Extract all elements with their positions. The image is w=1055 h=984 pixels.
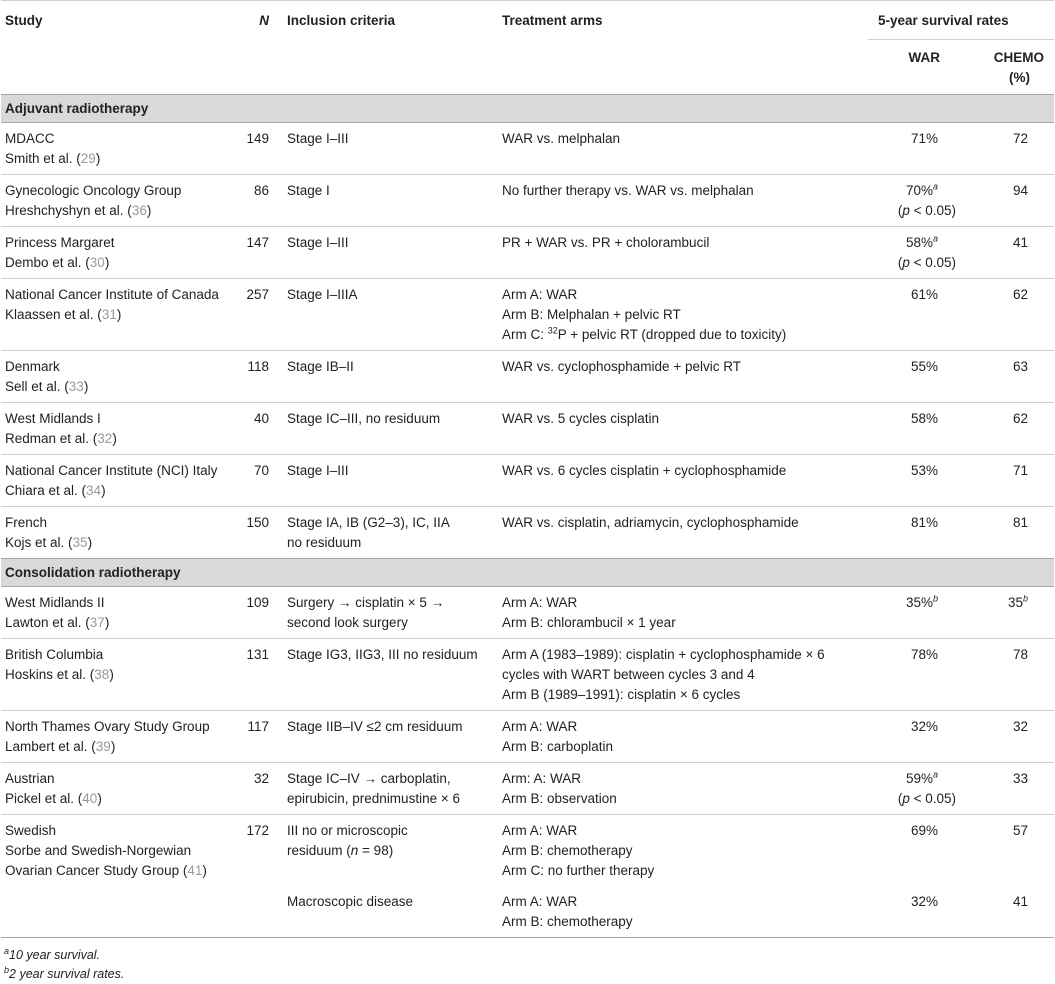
study-name: Denmark — [5, 359, 60, 374]
section-row — [1, 95, 1054, 123]
table-body — [1, 95, 1054, 938]
cell-study — [1, 279, 233, 351]
footnote-marker: a — [932, 233, 938, 244]
cell-chemo: 71 — [970, 455, 1054, 507]
war-value: 55% — [910, 359, 938, 374]
table-row — [1, 455, 1054, 507]
study-authors: Hreshchyshyn et al. (36) — [5, 203, 152, 218]
study-authors: Dembo et al. (30) — [5, 255, 110, 270]
cell-treatment — [498, 711, 868, 763]
stat-variable: n — [350, 843, 359, 858]
inclusion-line: Stage IB–II — [287, 359, 354, 374]
cell-study — [1, 123, 233, 175]
war-value: 70%$^a$ — [905, 181, 938, 198]
table-row — [1, 886, 1054, 938]
cell-n: 117 — [233, 711, 283, 763]
cell-treatment — [498, 175, 868, 227]
cell-treatment — [498, 587, 868, 639]
citation-ref: 39 — [95, 739, 111, 754]
study-authors: Lawton et al. (37) — [5, 615, 110, 630]
cell-study — [1, 351, 233, 403]
header-war: WAR — [908, 50, 940, 65]
treatment-line: Arm: A: WAR — [502, 771, 582, 786]
footnote: $^a$10 year survival. — [4, 945, 101, 962]
section-title: Consolidation radiotherapy — [1, 559, 1054, 587]
table-row — [1, 351, 1054, 403]
cell-chemo: 63 — [970, 351, 1054, 403]
treatment-line: Arm B (1989–1991): cisplatin × 6 cycles — [502, 687, 741, 702]
cell-inclusion — [283, 123, 498, 175]
table-row — [1, 227, 1054, 279]
inclusion-line: Stage IA, IB (G2–3), IC, IIA — [287, 515, 450, 530]
treatment-line: WAR vs. cyclophosphamide + pelvic RT — [502, 359, 741, 374]
cell-treatment — [498, 639, 868, 711]
cell-war — [868, 886, 970, 938]
cell-treatment — [498, 455, 868, 507]
study-authors: Smith et al. (29) — [5, 151, 101, 166]
citation-ref: 34 — [86, 483, 102, 498]
cell-inclusion — [283, 587, 498, 639]
cell-treatment — [498, 351, 868, 403]
cell-treatment — [498, 279, 868, 351]
cell-inclusion — [283, 175, 498, 227]
inclusion-line: Stage IG3, IIG3, III no residuum — [287, 647, 478, 662]
cell-chemo: 94 — [970, 175, 1054, 227]
inclusion-line: Surgery → cisplatin × 5 → — [287, 595, 445, 610]
treatment-line: Arm A: WAR — [502, 823, 578, 838]
section-title: Adjuvant radiotherapy — [1, 95, 1054, 123]
cell-war — [868, 711, 970, 763]
cell-treatment — [498, 403, 868, 455]
war-value: 53% — [910, 463, 938, 478]
treatment-line: Arm B: observation — [502, 791, 617, 806]
cell-n: 149 — [233, 123, 283, 175]
table-row — [1, 175, 1054, 227]
inclusion-line: Stage IC–III, no residuum — [287, 411, 441, 426]
cell-study — [1, 815, 233, 887]
footnote: $^b$2 year survival rates. — [4, 964, 125, 981]
citation-ref: 38 — [94, 667, 110, 682]
inclusion-line: Stage I–IIIA — [287, 287, 358, 302]
study-name: Princess Margaret — [5, 235, 115, 250]
war-value: 78% — [910, 647, 938, 662]
treatment-line: PR + WAR vs. PR + cholorambucil — [502, 235, 710, 250]
treatment-line: WAR vs. melphalan — [502, 131, 621, 146]
treatment-line: Arm A: WAR — [502, 894, 578, 909]
treatment-line: WAR vs. cisplatin, adriamycin, cyclophosphamide — [502, 515, 799, 530]
cell-inclusion — [283, 886, 498, 938]
cell-n: 118 — [233, 351, 283, 403]
citation-ref: 35 — [72, 535, 88, 550]
treatment-line: cycles with WART between cycles 3 and 4 — [502, 667, 755, 682]
cell-chemo: 35$^b$ — [970, 587, 1054, 639]
citation-ref: 40 — [82, 791, 98, 806]
citation-ref: 36 — [131, 203, 147, 218]
inclusion-line: Stage IIB–IV ≤2 cm residuum — [287, 719, 463, 734]
cell-chemo: 41 — [970, 886, 1054, 938]
cell-chemo: 33 — [970, 763, 1054, 815]
inclusion-line: Stage IC–IV → carboplatin, — [287, 771, 451, 786]
inclusion-line: second look surgery — [287, 615, 408, 630]
cell-n: 109 — [233, 587, 283, 639]
cell-study — [1, 403, 233, 455]
cell-n — [233, 886, 283, 938]
cell-treatment — [498, 123, 868, 175]
war-value: 81% — [910, 515, 938, 530]
cell-chemo: 78 — [970, 639, 1054, 711]
study-authors: Lambert et al. (39) — [5, 739, 116, 754]
cell-inclusion — [283, 227, 498, 279]
treatment-line: Arm B: chemotherapy — [502, 843, 633, 858]
cell-chemo: 81 — [970, 507, 1054, 559]
study-authors: Sell et al. (33) — [5, 379, 89, 394]
cell-war — [868, 587, 970, 639]
study-authors: Klaassen et al. (31) — [5, 307, 122, 322]
treatment-line: WAR vs. 6 cycles cisplatin + cyclophosphamide — [502, 463, 787, 478]
cell-war — [868, 639, 970, 711]
war-pvalue: (p < 0.05) — [897, 255, 956, 270]
cell-inclusion — [283, 507, 498, 559]
study-name: National Cancer Institute of Canada — [5, 287, 219, 302]
stat-variable: p — [902, 791, 910, 806]
treatment-line: Arm C: $^{32}$P + pelvic RT (dropped due to toxicity) — [502, 325, 787, 342]
study-authors: Kojs et al. (35) — [5, 535, 93, 550]
cell-war — [868, 175, 970, 227]
survival-table — [1, 0, 1054, 938]
cell-treatment — [498, 763, 868, 815]
cell-study — [1, 455, 233, 507]
header-n: N — [233, 1, 283, 95]
footnote-marker: a — [932, 769, 938, 780]
cell-study — [1, 587, 233, 639]
citation-ref: 29 — [80, 151, 96, 166]
cell-chemo: 57 — [970, 815, 1054, 887]
war-value: 59%$^a$ — [905, 769, 938, 786]
cell-chemo: 62 — [970, 279, 1054, 351]
citation-ref: 33 — [68, 379, 84, 394]
cell-war — [868, 227, 970, 279]
header-chemo-unit: (%) — [1009, 70, 1030, 85]
cell-chemo: 32 — [970, 711, 1054, 763]
study-name: Gynecologic Oncology Group — [5, 183, 182, 198]
cell-war — [868, 507, 970, 559]
treatment-line: Arm B: chemotherapy — [502, 914, 633, 929]
header-inclusion: Inclusion criteria — [283, 1, 498, 95]
cell-n: 131 — [233, 639, 283, 711]
header-chemo-label: CHEMO — [993, 50, 1044, 65]
table-row — [1, 403, 1054, 455]
table-row — [1, 507, 1054, 559]
inclusion-line: Stage I — [287, 183, 330, 198]
cell-war — [868, 815, 970, 887]
cell-treatment — [498, 815, 868, 887]
study-name: West Midlands II — [5, 595, 105, 610]
cell-study — [1, 711, 233, 763]
war-value: 32% — [910, 719, 938, 734]
study-authors: Hoskins et al. (38) — [5, 667, 114, 682]
inclusion-line: epirubicin, prednimustine × 6 — [287, 791, 460, 806]
cell-war — [868, 403, 970, 455]
cell-treatment — [498, 886, 868, 938]
war-value: 58% — [910, 411, 938, 426]
header-treatment: Treatment arms — [498, 1, 868, 95]
cell-n: 86 — [233, 175, 283, 227]
cell-study — [1, 763, 233, 815]
war-pvalue: (p < 0.05) — [897, 791, 956, 806]
inclusion-line: III no or microscopic — [287, 823, 408, 838]
inclusion-line: Stage I–III — [287, 131, 349, 146]
cell-n: 147 — [233, 227, 283, 279]
treatment-line: Arm A (1983–1989): cisplatin + cyclophosphamide × 6 — [502, 647, 825, 662]
war-value: 32% — [910, 894, 938, 909]
cell-study — [1, 639, 233, 711]
cell-treatment — [498, 227, 868, 279]
study-authors: Redman et al. (32) — [5, 431, 117, 446]
cell-war — [868, 455, 970, 507]
cell-n: 32 — [233, 763, 283, 815]
cell-chemo: 62 — [970, 403, 1054, 455]
table-row — [1, 123, 1054, 175]
cell-war — [868, 351, 970, 403]
footnote-marker: a — [932, 181, 938, 192]
stat-variable: p — [902, 255, 910, 270]
footnote-marker: b — [1022, 593, 1028, 604]
cell-inclusion — [283, 279, 498, 351]
study-authors: Ovarian Cancer Study Group (41) — [5, 863, 207, 878]
treatment-line: Arm B: carboplatin — [502, 739, 614, 754]
header-survival: 5-year survival rates — [868, 1, 1054, 40]
study-name: National Cancer Institute (NCI) Italy — [5, 463, 218, 478]
cell-study — [1, 507, 233, 559]
citation-ref: 41 — [187, 863, 203, 878]
cell-n: 257 — [233, 279, 283, 351]
war-value: 35%$^b$ — [905, 593, 938, 610]
cell-inclusion — [283, 639, 498, 711]
study-name: British Columbia — [5, 647, 104, 662]
table-row — [1, 639, 1054, 711]
isotope-superscript: 32 — [547, 325, 558, 336]
cell-war — [868, 279, 970, 351]
cell-inclusion — [283, 403, 498, 455]
war-value: 61% — [910, 287, 938, 302]
citation-ref: 32 — [97, 431, 113, 446]
study-name: West Midlands I — [5, 411, 101, 426]
study-authors: Chiara et al. (34) — [5, 483, 106, 498]
treatment-line: Arm C: no further therapy — [502, 863, 655, 878]
cell-inclusion — [283, 711, 498, 763]
cell-war — [868, 763, 970, 815]
cell-n: 172 — [233, 815, 283, 887]
stat-variable: p — [902, 203, 910, 218]
war-value: 58%$^a$ — [905, 233, 938, 250]
citation-ref: 37 — [89, 615, 105, 630]
table-row — [1, 815, 1054, 887]
study-name: North Thames Ovary Study Group — [5, 719, 210, 734]
citation-ref: 30 — [89, 255, 105, 270]
treatment-line: Arm A: WAR — [502, 719, 578, 734]
study-name: Austrian — [5, 771, 55, 786]
cell-n: 40 — [233, 403, 283, 455]
table-row — [1, 279, 1054, 351]
treatment-line: Arm A: WAR — [502, 595, 578, 610]
war-pvalue: (p < 0.05) — [897, 203, 956, 218]
cell-war — [868, 123, 970, 175]
inclusion-line: Macroscopic disease — [287, 894, 414, 909]
cell-treatment — [498, 507, 868, 559]
cell-n: 150 — [233, 507, 283, 559]
footnote-marker: b — [4, 964, 10, 975]
study-authors: Pickel et al. (40) — [5, 791, 102, 806]
study-authors: Sorbe and Swedish-Norgewian — [5, 843, 192, 858]
treatment-line: Arm B: Melphalan + pelvic RT — [502, 307, 681, 322]
cell-chemo: 41 — [970, 227, 1054, 279]
treatment-line: Arm A: WAR — [502, 287, 578, 302]
header-chemo — [970, 40, 1054, 95]
cell-n: 70 — [233, 455, 283, 507]
cell-chemo: 72 — [970, 123, 1054, 175]
header-study: Study — [1, 1, 233, 95]
war-value: 69% — [910, 823, 938, 838]
citation-ref: 31 — [101, 307, 117, 322]
section-row — [1, 559, 1054, 587]
cell-study — [1, 886, 233, 938]
cell-study — [1, 175, 233, 227]
inclusion-line: residuum (n = 98) — [287, 843, 394, 858]
treatment-line: No further therapy vs. WAR vs. melphalan — [502, 183, 754, 198]
treatment-line: WAR vs. 5 cycles cisplatin — [502, 411, 660, 426]
cell-study — [1, 227, 233, 279]
cell-inclusion — [283, 351, 498, 403]
cell-inclusion — [283, 455, 498, 507]
footnotes — [4, 946, 1055, 984]
treatment-line: Arm B: chlorambucil × 1 year — [502, 615, 676, 630]
inclusion-line: Stage I–III — [287, 235, 349, 250]
table-row — [1, 711, 1054, 763]
inclusion-line: no residuum — [287, 535, 362, 550]
table-row — [1, 763, 1054, 815]
study-name: MDACC — [5, 131, 55, 146]
cell-inclusion — [283, 763, 498, 815]
inclusion-line: Stage I–III — [287, 463, 349, 478]
footnote-marker: b — [932, 593, 938, 604]
table-row — [1, 587, 1054, 639]
war-value: 71% — [910, 131, 938, 146]
cell-inclusion — [283, 815, 498, 887]
study-name: Swedish — [5, 823, 57, 838]
footnote-marker: a — [4, 945, 10, 956]
study-name: French — [5, 515, 48, 530]
